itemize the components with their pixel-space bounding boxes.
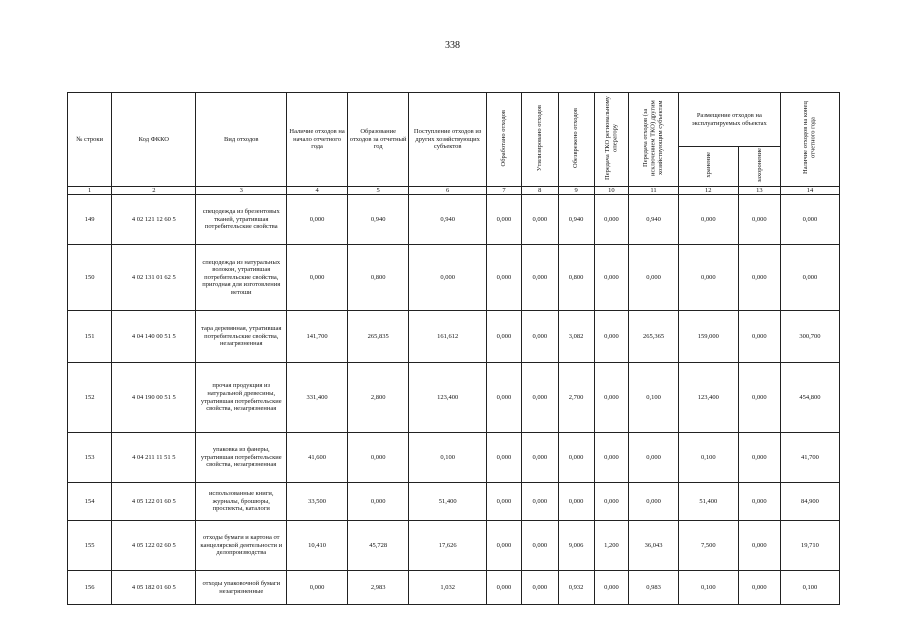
cell-received: 0,100 (409, 433, 487, 483)
table-body (68, 195, 840, 605)
header-transferred-label: Передача отходов (за исключением ТКО) другим хозяйствующим субъектам (642, 100, 665, 177)
table-row (68, 571, 840, 605)
cell-neutralized: 9,006 (558, 521, 594, 571)
cell-processed: 0,000 (487, 245, 522, 311)
cell-processed: 0,000 (487, 195, 522, 245)
cell-utilized: 0,000 (521, 433, 558, 483)
cell-start: 141,700 (287, 311, 348, 363)
cell-row-no: 151 (68, 311, 112, 363)
column-number: 8 (521, 187, 558, 195)
cell-end: 300,700 (780, 311, 839, 363)
column-number: 4 (287, 187, 348, 195)
column-number: 10 (594, 187, 629, 195)
column-number: 2 (112, 187, 196, 195)
cell-storage: 7,500 (678, 521, 738, 571)
header-start: Наличие отходов на начало отчетного года (287, 93, 348, 187)
header-name: Вид отходов (196, 93, 287, 187)
cell-name: использованные книги, журналы, брошюры, проспекты, каталоги (196, 483, 287, 521)
cell-processed: 0,000 (487, 521, 522, 571)
table-row (68, 195, 840, 245)
header-processed (487, 93, 522, 187)
cell-start: 33,500 (287, 483, 348, 521)
cell-burial: 0,000 (738, 311, 780, 363)
cell-formed: 2,800 (348, 363, 409, 433)
cell-burial: 0,000 (738, 483, 780, 521)
cell-formed: 0,800 (348, 245, 409, 311)
cell-transferred: 36,043 (629, 521, 678, 571)
cell-name: тара деревянная, утратившая потребительские свойства, незагрязненная (196, 311, 287, 363)
cell-start: 0,000 (287, 571, 348, 605)
cell-to-operator: 0,000 (594, 311, 629, 363)
cell-start: 0,000 (287, 195, 348, 245)
header-neutralized (558, 93, 594, 187)
header-burial (738, 147, 780, 187)
cell-row-no: 150 (68, 245, 112, 311)
cell-to-operator: 0,000 (594, 483, 629, 521)
header-processed-label: Обработано отходов (500, 110, 508, 167)
header-to-operator (594, 93, 629, 187)
column-number: 6 (409, 187, 487, 195)
cell-transferred: 0,983 (629, 571, 678, 605)
header-end (780, 93, 839, 187)
cell-processed: 0,000 (487, 311, 522, 363)
header-placement: Размещение отходов на эксплуатируемых объектах (678, 93, 780, 147)
page-number: 338 (445, 40, 460, 51)
cell-burial: 0,000 (738, 521, 780, 571)
cell-received: 0,940 (409, 195, 487, 245)
table-row (68, 521, 840, 571)
column-number: 1 (68, 187, 112, 195)
column-number: 11 (629, 187, 678, 195)
cell-utilized: 0,000 (521, 483, 558, 521)
cell-to-operator: 0,000 (594, 245, 629, 311)
cell-received: 123,400 (409, 363, 487, 433)
cell-row-no: 155 (68, 521, 112, 571)
cell-neutralized: 0,940 (558, 195, 594, 245)
cell-processed: 0,000 (487, 433, 522, 483)
cell-neutralized: 0,000 (558, 483, 594, 521)
header-row (68, 93, 840, 147)
cell-utilized: 0,000 (521, 521, 558, 571)
cell-received: 1,032 (409, 571, 487, 605)
cell-start: 0,000 (287, 245, 348, 311)
column-number: 5 (348, 187, 409, 195)
cell-code: 4 02 131 01 62 5 (112, 245, 196, 311)
header-end-label: Наличие отходов на конец отчетного года (802, 101, 817, 175)
header-neutralized-label: Обезврежено отходов (572, 108, 580, 169)
cell-neutralized: 0,932 (558, 571, 594, 605)
cell-name: отходы бумаги и картона от канцелярской деятельности и делопроизводства (196, 521, 287, 571)
cell-code: 4 04 211 11 51 5 (112, 433, 196, 483)
column-number: 13 (738, 187, 780, 195)
cell-burial: 0,000 (738, 571, 780, 605)
cell-transferred: 265,365 (629, 311, 678, 363)
cell-row-no: 152 (68, 363, 112, 433)
cell-received: 51,400 (409, 483, 487, 521)
header-received: Поступление отходов из других хозяйствующих субъектов (409, 93, 487, 187)
table-row (68, 311, 840, 363)
cell-end: 0,000 (780, 195, 839, 245)
cell-utilized: 0,000 (521, 245, 558, 311)
cell-neutralized: 0,800 (558, 245, 594, 311)
header-to-operator-label: Передача ТКО региональному оператору (603, 96, 619, 181)
cell-end: 0,100 (780, 571, 839, 605)
cell-row-no: 156 (68, 571, 112, 605)
column-number: 3 (196, 187, 287, 195)
cell-code: 4 05 122 02 60 5 (112, 521, 196, 571)
header-utilized-label: Утилизировано отходов (536, 105, 544, 172)
cell-end: 84,900 (780, 483, 839, 521)
cell-processed: 0,000 (487, 571, 522, 605)
cell-code: 4 04 190 00 51 5 (112, 363, 196, 433)
cell-neutralized: 2,700 (558, 363, 594, 433)
cell-received: 0,000 (409, 245, 487, 311)
cell-to-operator: 1,200 (594, 521, 629, 571)
cell-to-operator: 0,000 (594, 195, 629, 245)
cell-formed: 2,983 (348, 571, 409, 605)
cell-transferred: 0,100 (629, 363, 678, 433)
cell-formed: 265,835 (348, 311, 409, 363)
cell-received: 161,612 (409, 311, 487, 363)
cell-burial: 0,000 (738, 245, 780, 311)
cell-burial: 0,000 (738, 433, 780, 483)
cell-storage: 0,000 (678, 245, 738, 311)
table-row (68, 433, 840, 483)
cell-transferred: 0,940 (629, 195, 678, 245)
header-storage-label: хранение (704, 152, 712, 179)
table-row (68, 363, 840, 433)
cell-utilized: 0,000 (521, 363, 558, 433)
table-row (68, 245, 840, 311)
cell-to-operator: 0,000 (594, 433, 629, 483)
cell-name: отходы упаковочной бумаги незагрязненные (196, 571, 287, 605)
cell-transferred: 0,000 (629, 483, 678, 521)
cell-transferred: 0,000 (629, 433, 678, 483)
cell-formed: 0,940 (348, 195, 409, 245)
cell-code: 4 05 182 01 60 5 (112, 571, 196, 605)
cell-name: упаковка из фанеры, утратившая потребительские свойства, незагрязненная (196, 433, 287, 483)
cell-storage: 123,400 (678, 363, 738, 433)
cell-row-no: 149 (68, 195, 112, 245)
column-number-row (68, 187, 840, 195)
header-formed: Образование отходов за отчетный год (348, 93, 409, 187)
column-number: 14 (780, 187, 839, 195)
cell-start: 331,400 (287, 363, 348, 433)
table-row (68, 483, 840, 521)
cell-start: 10,410 (287, 521, 348, 571)
cell-storage: 51,400 (678, 483, 738, 521)
cell-utilized: 0,000 (521, 571, 558, 605)
header-code: Код ФККО (112, 93, 196, 187)
cell-formed: 45,728 (348, 521, 409, 571)
cell-processed: 0,000 (487, 363, 522, 433)
cell-burial: 0,000 (738, 363, 780, 433)
cell-storage: 0,100 (678, 433, 738, 483)
cell-end: 454,800 (780, 363, 839, 433)
cell-utilized: 0,000 (521, 311, 558, 363)
cell-to-operator: 0,000 (594, 571, 629, 605)
cell-end: 19,710 (780, 521, 839, 571)
column-number: 12 (678, 187, 738, 195)
cell-name: прочая продукция из натуральной древесины, утратившая потребительские свойства, незагрязненная (196, 363, 287, 433)
column-number: 7 (487, 187, 522, 195)
cell-end: 0,000 (780, 245, 839, 311)
cell-storage: 0,000 (678, 195, 738, 245)
cell-storage: 0,100 (678, 571, 738, 605)
column-number: 9 (558, 187, 594, 195)
header-storage (678, 147, 738, 187)
cell-neutralized: 3,082 (558, 311, 594, 363)
cell-neutralized: 0,000 (558, 433, 594, 483)
cell-code: 4 02 121 12 60 5 (112, 195, 196, 245)
cell-name: спецодежда из натуральных волокон, утратившая потребительские свойства, пригодная для изготовления ветоши (196, 245, 287, 311)
cell-processed: 0,000 (487, 483, 522, 521)
cell-to-operator: 0,000 (594, 363, 629, 433)
cell-transferred: 0,000 (629, 245, 678, 311)
header-transferred (629, 93, 678, 187)
cell-formed: 0,000 (348, 483, 409, 521)
cell-row-no: 153 (68, 433, 112, 483)
header-burial-label: захоронение (755, 148, 763, 183)
cell-row-no: 154 (68, 483, 112, 521)
cell-utilized: 0,000 (521, 195, 558, 245)
cell-code: 4 05 122 01 60 5 (112, 483, 196, 521)
waste-table (67, 92, 840, 605)
header-row-no: № строки (68, 93, 112, 187)
cell-name: спецодежда из брезентовых тканей, утратившая потребительские свойства (196, 195, 287, 245)
cell-received: 17,626 (409, 521, 487, 571)
cell-formed: 0,000 (348, 433, 409, 483)
header-utilized (521, 93, 558, 187)
cell-start: 41,600 (287, 433, 348, 483)
cell-end: 41,700 (780, 433, 839, 483)
cell-code: 4 04 140 00 51 5 (112, 311, 196, 363)
cell-burial: 0,000 (738, 195, 780, 245)
cell-storage: 159,000 (678, 311, 738, 363)
